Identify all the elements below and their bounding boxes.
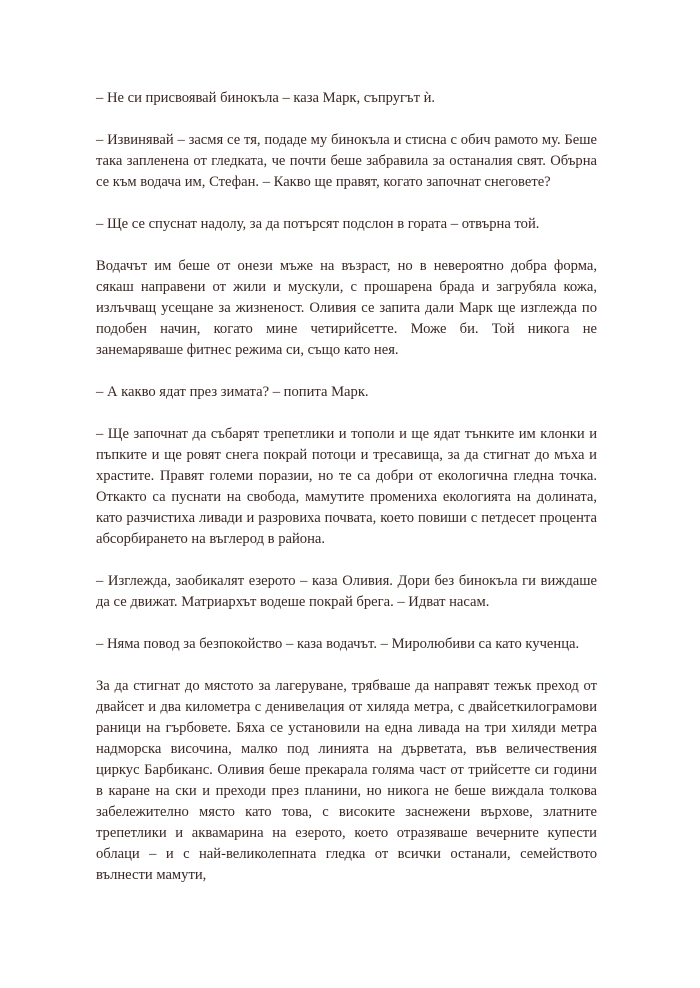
paragraph: – А какво ядат през зимата? – попита Марк. (96, 384, 369, 400)
paragraph: – Извинявай – засмя се тя, подаде му бинокъла и стисна с обич рамото му. Беше така запленена от гледката, че почти беше забравила за останалия свят. Обърна се към водача им, Стефан. – Какво ще правят, когато започнат снеговете? (96, 132, 597, 190)
paragraph: – Изглежда, заобикалят езерото – каза Оливия. Дори без бинокъла ги виждаше да се движат. Матриархът водеше покрай брега. – Идват насам. (96, 573, 597, 610)
paragraph: За да стигнат до мястото за лагеруване, трябваше да направят тежък преход от двайсет и два километра с денивелация от хиляда метра, с двайсеткилограмови раници на гърбовете. Бяха се установили на една ливада на три хиляди метра надморска височина, малко под линията на дърветата, във величествения циркус Барбиканс. Оливия беше прекарала голяма част от трийсетте си години в каране на ски и преходи през планини, но никога не беше виждала толкова забележително място като това, с високите заснежени върхове, златните трепетлики и аквамарина на езерото, което отразяваше вечерните купести облаци – и с най-великолепната гледка от всички останали, семейството вълнести мамути, (96, 678, 597, 883)
paragraph: – Не си присвоявай бинокъла – каза Марк, съпругът ѝ. (96, 90, 436, 106)
paragraph: – Ще започнат да събарят трепетлики и тополи и ще ядат тънките им клонки и пъпките и ще ровят снега покрай потоци и тресавища, за да стигнат до мъха и храстите. Правят големи поразии, но те са добри от екологична гледна точка. Откакто са пуснати на свобода, мамутите промениха екологията на долината, като разчистиха ливади и разровиха почвата, което повиши с петдесет процента абсорбирането на въглерод в района. (96, 426, 597, 547)
paragraph: – Няма повод за безпокойство – каза водачът. – Миролюбиви са като кученца. (96, 636, 580, 652)
paragraph: – Ще се спуснат надолу, за да потърсят подслон в гората – отвърна той. (96, 216, 540, 232)
paragraph: Водачът им беше от онези мъже на възраст, но в невероятно добра форма, сякаш направени от жили и мускули, с прошарена брада и загрубяла кожа, излъчващ усещане за жизненост. Оливия се запита дали Марк ще изглежда по подобен начин, когато мине четирийсетте. Може би. Той никога не занемаряваше фитнес режима си, също като нея. (96, 258, 597, 358)
body-text (96, 88, 597, 886)
